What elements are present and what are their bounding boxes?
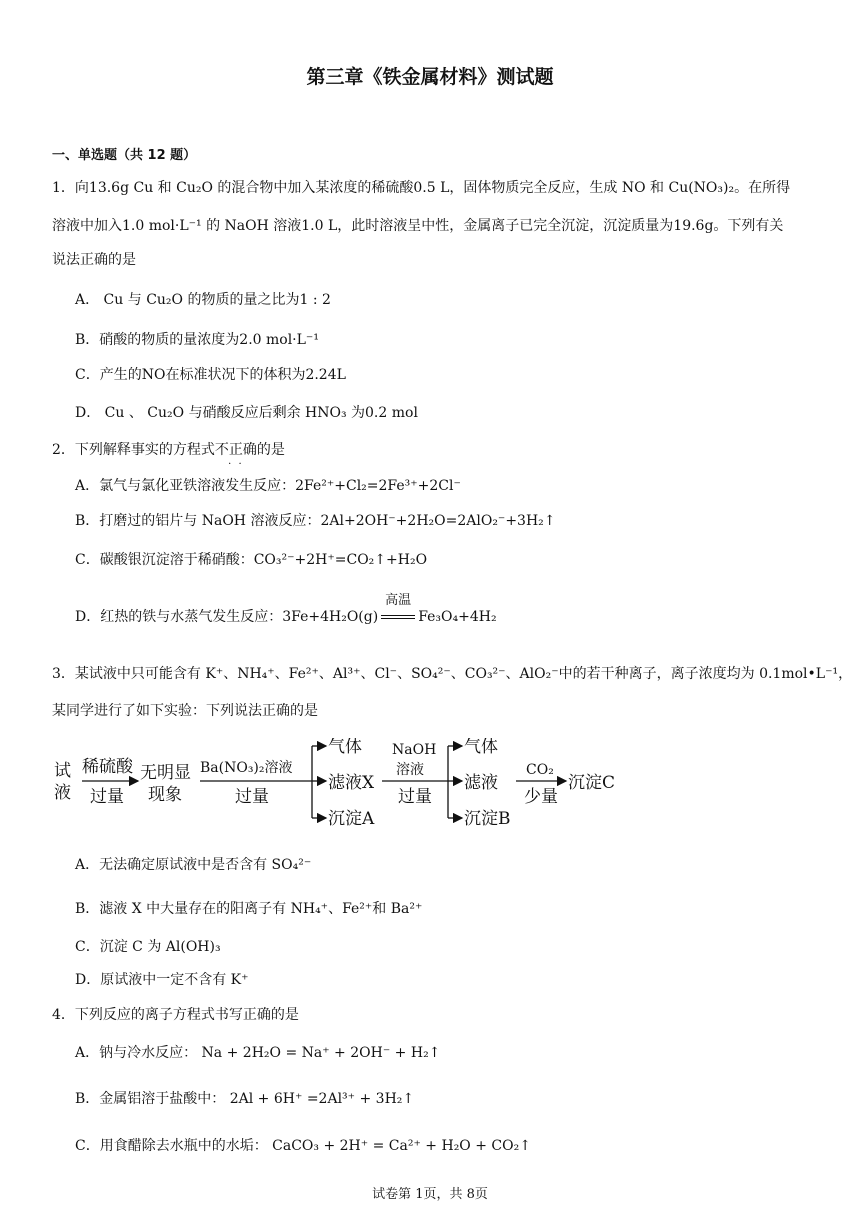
q1-option-a: A． Cu 与 Cu₂O 的物质的量之比为1 : 2 bbox=[75, 292, 331, 308]
q2-option-d-pre: D．红热的铁与水蒸气发生反应：3Fe+4H₂O(g) bbox=[75, 609, 379, 625]
reaction-condition-arrow bbox=[381, 593, 415, 627]
flow-step3-reagent-2: 溶液 bbox=[396, 762, 424, 778]
q3-stem-line2: 某同学进行了如下实验：下列说法正确的是 bbox=[52, 703, 318, 719]
q4-option-a: A．钠与冷水反应： Na + 2H₂O = Na⁺ + 2OH⁻ + H₂↑ bbox=[75, 1045, 441, 1061]
flow-start-bottom: 液 bbox=[54, 783, 71, 803]
flow-step1-amount: 过量 bbox=[90, 787, 124, 807]
q3-stem-line1: 3．某试液中只可能含有 K⁺、NH₄⁺、Fe²⁺、Al³⁺、Cl⁻、SO₄²⁻、CO₃²⁻、AlO₂⁻中的若干种离子，离子浓度均为 0.1mol•L⁻¹， bbox=[52, 666, 853, 682]
double-equals-sign bbox=[381, 615, 415, 619]
flow-step4-reagent: CO₂ bbox=[526, 762, 554, 778]
q2-stem-pre: 2．下列解释事实的方程式 bbox=[52, 442, 215, 458]
page-footer: 试卷第 1页，共 8页 bbox=[372, 1187, 488, 1202]
branch-2-precipitate: 沉淀B bbox=[464, 809, 511, 829]
flow-mid1-top: 无明显 bbox=[140, 763, 191, 783]
branch-2-filtrate: 滤液 bbox=[464, 773, 498, 793]
q2-stem-post: 的是 bbox=[256, 442, 285, 458]
q3-option-a: A．无法确定原试液中是否含有 SO₄²⁻ bbox=[75, 857, 312, 873]
q1-stem-line2: 溶液中加入1.0 mol·L⁻¹ 的 NaOH 溶液1.0 L，此时溶液呈中性，金属离子已完全沉淀，沉淀质量为19.6g。下列有关 bbox=[52, 218, 784, 234]
q3-option-d: D．原试液中一定不含有 K⁺ bbox=[75, 972, 249, 988]
reaction-condition-label: 高温 bbox=[385, 593, 412, 608]
experiment-flowchart bbox=[50, 738, 650, 838]
branch-2-gas: 气体 bbox=[464, 738, 498, 757]
flow-step2-amount: 过量 bbox=[235, 787, 269, 807]
q2-option-d-post: Fe₃O₄+4H₂ bbox=[418, 609, 497, 625]
q4-option-b: B．金属铝溶于盐酸中： 2Al + 6H⁺ =2Al³⁺ + 3H₂↑ bbox=[75, 1091, 415, 1107]
q3-option-b: B．滤液 X 中大量存在的阳离子有 NH₄⁺、Fe²⁺和 Ba²⁺ bbox=[75, 901, 423, 917]
q1-stem-line3: 说法正确的是 bbox=[52, 252, 136, 268]
branch-1-gas: 气体 bbox=[328, 738, 362, 757]
q4-stem: 4．下列反应的离子方程式书写正确的是 bbox=[52, 1007, 299, 1023]
flow-step2-reagent: Ba(NO₃)₂溶液 bbox=[200, 760, 293, 776]
flow-step4-amount: 少量 bbox=[524, 787, 558, 807]
q2-option-a: A．氯气与氯化亚铁溶液发生反应：2Fe²⁺+Cl₂=2Fe³⁺+2Cl⁻ bbox=[75, 478, 461, 494]
q2-stem bbox=[52, 440, 285, 460]
flow-step1-reagent: 稀硫酸 bbox=[82, 757, 133, 777]
q2-option-b: B．打磨过的铝片与 NaOH 溶液反应：2Al+2OH⁻+2H₂O=2AlO₂⁻+3H₂↑ bbox=[75, 513, 556, 529]
section-heading: 一、单选题（共 12 题） bbox=[52, 148, 197, 163]
q1-option-d: D． Cu 、 Cu₂O 与硝酸反应后剩余 HNO₃ 为0.2 mol bbox=[75, 405, 418, 421]
flow-step3-amount: 过量 bbox=[398, 787, 432, 807]
q2-option-c: C．碳酸银沉淀溶于稀硝酸：CO₃²⁻+2H⁺=CO₂↑+H₂O bbox=[75, 552, 428, 568]
q1-option-b: B．硝酸的物质的量浓度为2.0 mol·L⁻¹ bbox=[75, 332, 319, 348]
page-title: 第三章《铁金属材料》测试题 bbox=[306, 66, 554, 88]
flow-step3-reagent: NaOH bbox=[392, 742, 437, 758]
q2-stem-emphasis: 不正确 · · bbox=[215, 440, 257, 460]
flow-start-top: 试 bbox=[54, 761, 71, 781]
q1-option-c: C．产生的NO在标准状况下的体积为2.24L bbox=[75, 367, 346, 383]
branch-1-filtrate: 滤液X bbox=[328, 773, 375, 793]
q1-stem-line1: 1．向13.6g Cu 和 Cu₂O 的混合物中加入某浓度的稀硫酸0.5 L，固体物质完全反应，生成 NO 和 Cu(NO₃)₂。在所得 bbox=[52, 180, 791, 196]
branch-1-precipitate: 沉淀A bbox=[328, 809, 375, 829]
q2-option-d bbox=[75, 593, 497, 627]
q4-option-c: C．用食醋除去水瓶中的水垢： CaCO₃ + 2H⁺ = Ca²⁺ + H₂O + CO₂↑ bbox=[75, 1138, 531, 1154]
flow-mid1-bottom: 现象 bbox=[148, 785, 182, 805]
q3-option-c: C．沉淀 C 为 Al(OH)₃ bbox=[75, 939, 221, 955]
flow-end: 沉淀C bbox=[568, 773, 616, 793]
